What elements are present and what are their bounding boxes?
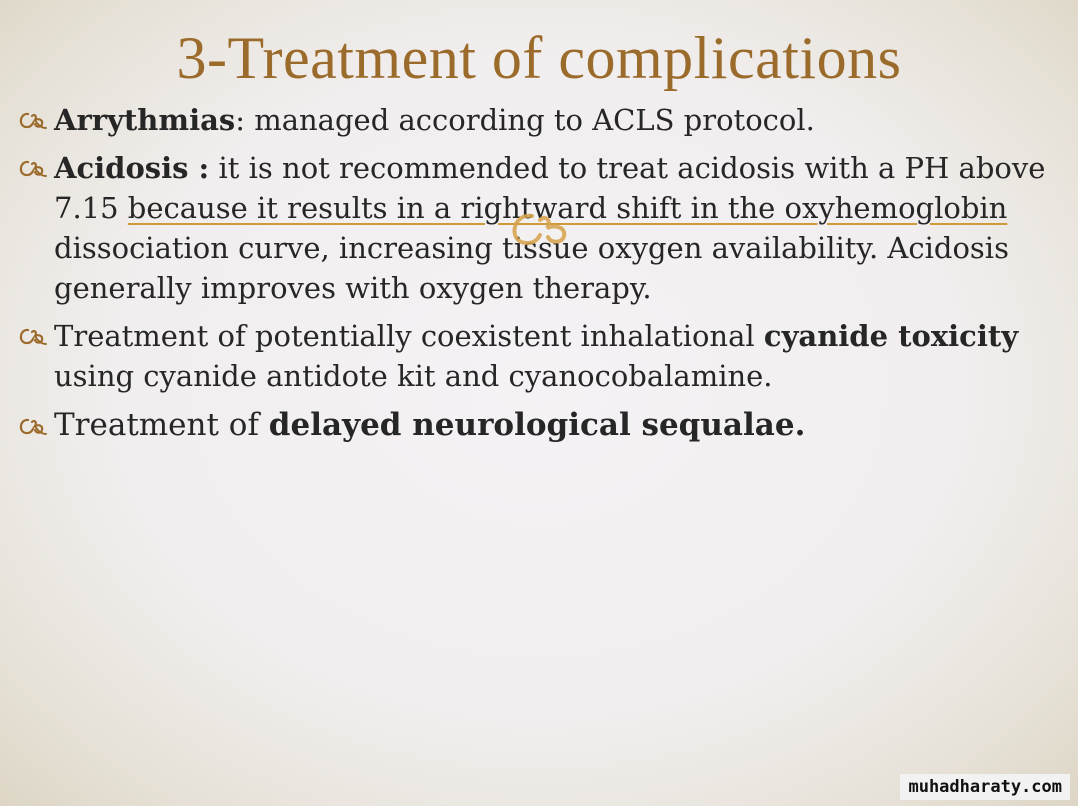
bullet-bold-text: delayed neurological sequalae. xyxy=(268,407,806,443)
cursive-cr-bullet-icon xyxy=(14,316,50,356)
bullet-bold-text: Arrythmias xyxy=(54,103,236,137)
cursive-cr-watermark-icon xyxy=(498,208,582,248)
bullet-item-neurological xyxy=(14,404,1054,446)
bullet-text: Treatment of potentially coexistent inhalational xyxy=(54,319,764,353)
cursive-cr-bullet-icon xyxy=(14,406,50,446)
underlined-text: because it results in a rightward shift in the oxyhemoglobin xyxy=(127,191,1008,225)
bullet-item-arrythmias xyxy=(14,100,1054,140)
bullet-item-cyanide xyxy=(14,316,1054,396)
bullet-text-continued: dissociation curve, increasing tissue oxygen availability. Acidosis generally improves with oxygen therapy. xyxy=(54,231,1009,305)
site-logo: muhadharaty.com xyxy=(900,774,1070,800)
bullet-text-continued: using cyanide antidote kit and cyanocobalamine. xyxy=(54,359,773,393)
bullet-text: it is not recommended to treat acidosis with a PH above 7.15 xyxy=(54,151,1046,225)
cursive-cr-bullet-icon xyxy=(14,148,50,188)
bullet-bold-text: Acidosis : xyxy=(54,151,210,185)
bullet-text: : managed according to ACLS protocol. xyxy=(235,103,815,137)
bullet-list xyxy=(14,100,1054,454)
cursive-cr-bullet-icon xyxy=(14,100,50,140)
bullet-text: Treatment of xyxy=(54,407,269,443)
slide-title: 3-Treatment of complications xyxy=(176,25,902,91)
bullet-bold-text: cyanide toxicity xyxy=(763,319,1019,353)
